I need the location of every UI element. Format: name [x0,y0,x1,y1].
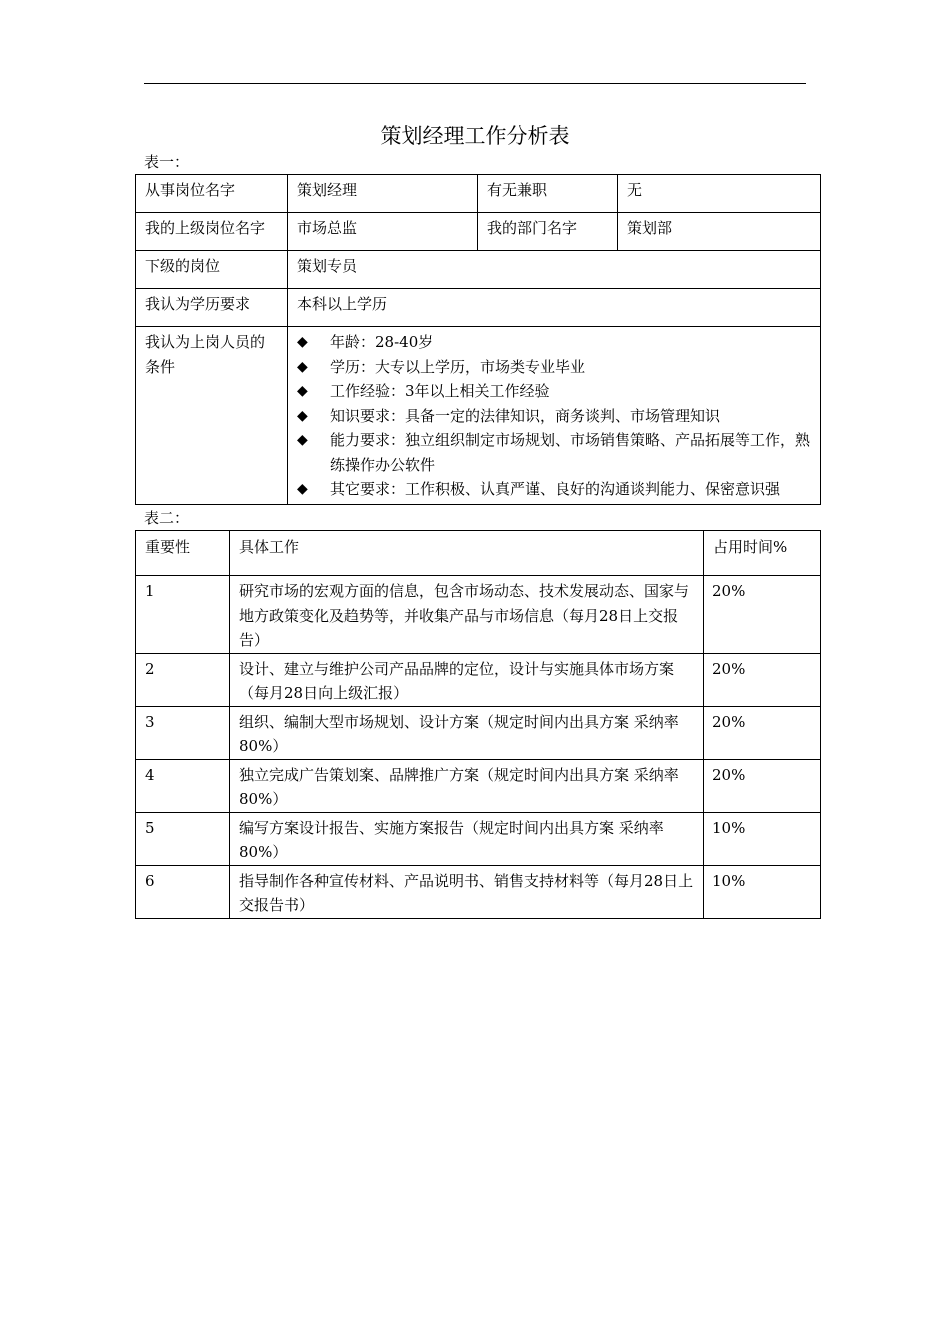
diamond-bullet-icon: ◆ [297,432,308,448]
requirement-text: 能力要求：独立组织制定市场规划、市场销售策略、产品拓展等工作，熟练操作办公软件 [330,431,811,474]
cell-label: 我的部门名字 [478,213,618,251]
list-item [297,404,812,429]
list-item [297,379,812,404]
cell-label: 下级的岗位 [136,251,288,289]
table-row [136,213,821,251]
table1-caption: 表一： [144,153,190,171]
cell-label: 有无兼职 [478,175,618,213]
cell-importance: 2 [136,653,230,706]
cell-importance: 3 [136,706,230,759]
cell-time: 20% [704,653,821,706]
cell-work: 设计、建立与维护公司产品品牌的定位，设计与实施具体市场方案（每月28日向上级汇报） [230,653,704,706]
header-rule [144,83,806,84]
requirement-text: 年龄：28-40岁 [330,333,434,351]
table-row [136,576,821,654]
header-time: 占用时间% [704,531,821,576]
work-tasks-table [135,530,821,919]
header-importance: 重要性 [136,531,230,576]
cell-time: 20% [704,759,821,812]
cell-value: 市场总监 [288,213,478,251]
conditions-cell [288,327,821,505]
table-row [136,289,821,327]
cell-work: 编写方案设计报告、实施方案报告（规定时间内出具方案 采纳率80%） [230,812,704,865]
cell-importance: 6 [136,865,230,918]
table-row [136,327,821,505]
diamond-bullet-icon: ◆ [297,383,308,399]
cell-time: 20% [704,576,821,654]
cell-label: 从事岗位名字 [136,175,288,213]
cell-label: 我认为学历要求 [136,289,288,327]
cell-time: 20% [704,706,821,759]
diamond-bullet-icon: ◆ [297,481,308,497]
cell-work: 研究市场的宏观方面的信息，包含市场动态、技术发展动态、国家与地方政策变化及趋势等，并收集产品与市场信息（每月28日上交报告） [230,576,704,654]
job-info-table [135,174,821,505]
cell-time: 10% [704,865,821,918]
requirement-text: 其它要求：工作积极、认真严谨、良好的沟通谈判能力、保密意识强 [330,480,781,498]
cell-work: 组织、编制大型市场规划、设计方案（规定时间内出具方案 采纳率80%） [230,706,704,759]
diamond-bullet-icon: ◆ [297,334,308,350]
list-item [297,428,812,477]
header-work: 具体工作 [230,531,704,576]
table-row [136,653,821,706]
requirement-text: 工作经验：3年以上相关工作经验 [330,382,550,400]
list-item [297,355,812,380]
page-title: 策划经理工作分析表 [380,124,570,148]
cell-value: 策划经理 [288,175,478,213]
cell-value: 本科以上学历 [288,289,821,327]
diamond-bullet-icon: ◆ [297,407,308,424]
table-row [136,812,821,865]
cell-importance: 1 [136,576,230,654]
table-row [136,706,821,759]
cell-value: 策划专员 [288,251,821,289]
table2-caption: 表二： [144,509,190,527]
requirement-text: 知识要求：具备一定的法律知识，商务谈判、市场管理知识 [330,406,721,425]
cell-importance: 4 [136,759,230,812]
table-row [136,865,821,918]
table-row [136,759,821,812]
cell-value: 无 [618,175,821,213]
list-item [297,477,812,502]
list-item [297,330,812,355]
table-row [136,251,821,289]
cell-value: 策划部 [618,213,821,251]
requirement-text: 学历：大专以上学历，市场类专业毕业 [330,357,586,376]
requirements-list [297,330,812,502]
diamond-bullet-icon: ◆ [297,358,308,375]
cell-label: 我的上级岗位名字 [136,213,288,251]
cell-importance: 5 [136,812,230,865]
cell-label: 我认为上岗人员的条件 [136,327,288,505]
table-row [136,175,821,213]
cell-work: 独立完成广告策划案、品牌推广方案（规定时间内出具方案 采纳率80%） [230,759,704,812]
cell-work: 指导制作各种宣传材料、产品说明书、销售支持材料等（每月28日上交报告书） [230,865,704,918]
cell-time: 10% [704,812,821,865]
table-header-row [136,531,821,576]
